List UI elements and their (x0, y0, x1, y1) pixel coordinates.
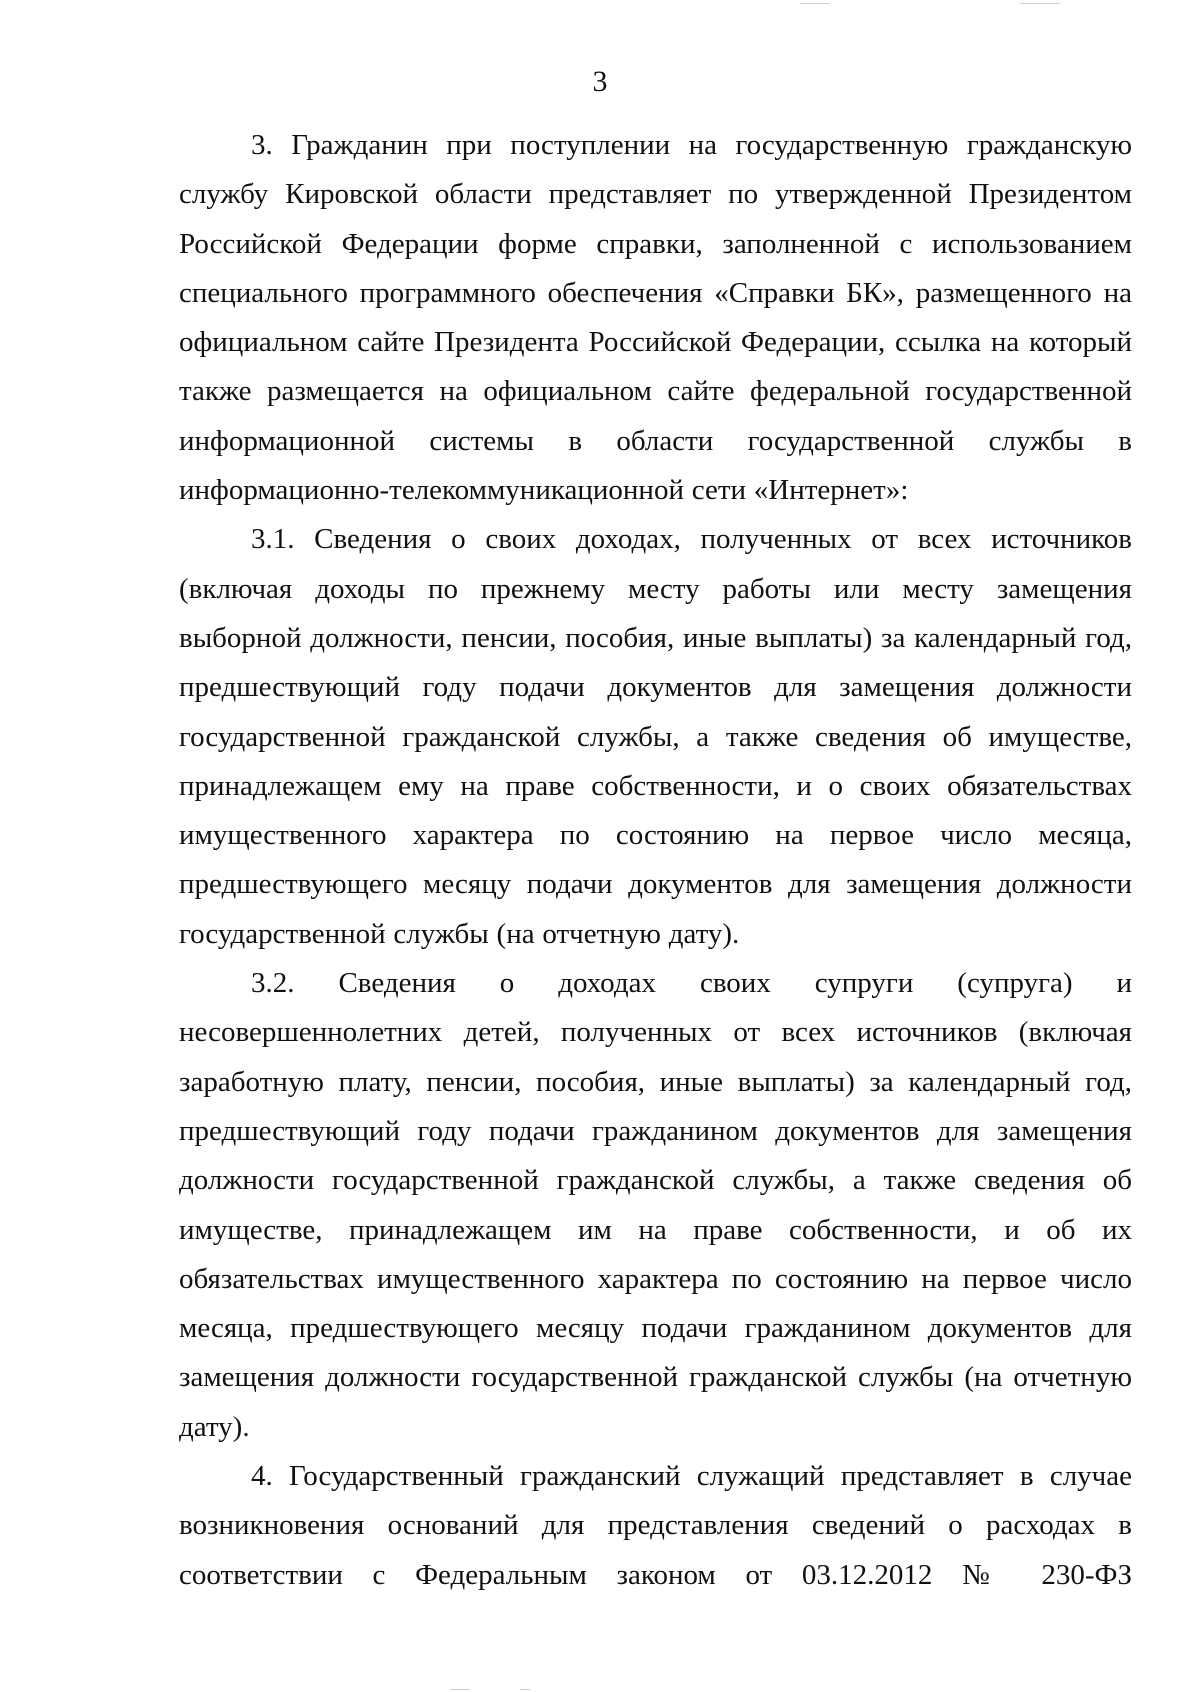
paragraph-3-2: 3.2. Сведения о доходах своих супруги (супруга) и несовершеннолетних детей, полученных от всех источников (включая заработную плату, пенсии, пособия, иные выплаты) за календарный год, предшествующий году подачи гражданином документов для замещения должности государственной гражданской службы, а также сведения об имуществе, принадлежащем им на праве собственности, и об их обязательствах имущественного характера по состоянию на первое число месяца, предшествующего месяцу подачи гражданином документов для замещения должности государственной гражданской службы (на отчетную дату). (179, 967, 1132, 1443)
paragraph-3: 3. Гражданин при поступлении на государственную гражданскую службу Кировской области представляет по утвержденной Президентом Российской Федерации форме справки, заполненной с использованием специального программного обеспечения «Справки БК», размещенного на официальном сайте Президента Российской Федерации, ссылка на который также размещается на официальном сайте федеральной государственной информационной системы в области государственной службы в информационно-телекоммуникационной сети «Интернет»: (179, 129, 1132, 507)
scan-artifact-bottom-2 (520, 1689, 530, 1690)
scan-artifact-top (800, 3, 830, 4)
page-number: 3 (592, 65, 608, 98)
scan-artifact-bottom (450, 1689, 470, 1690)
scan-artifact-top-right (1020, 3, 1060, 4)
paragraph-4: 4. Государственный гражданский служащий представляет в случае возникновения оснований для представления сведений о расходах в соответствии с Федеральным законом от 03.12.2012 № 230-ФЗ (179, 1460, 1132, 1591)
paragraph-3-1: 3.1. Сведения о своих доходах, полученных от всех источников (включая доходы по прежнему месту работы или месту замещения выборной должности, пенсии, пособия, иные выплаты) за календарный год, предшествующий году подачи документов для замещения должности государственной гражданской службы, а также сведения об имуществе, принадлежащем ему на праве собственности, и о своих обязательствах имущественного характера по состоянию на первое число месяца, предшествующего месяцу подачи документов для замещения должности государственной службы (на отчетную дату). (179, 523, 1132, 950)
document-body (179, 121, 1132, 1600)
